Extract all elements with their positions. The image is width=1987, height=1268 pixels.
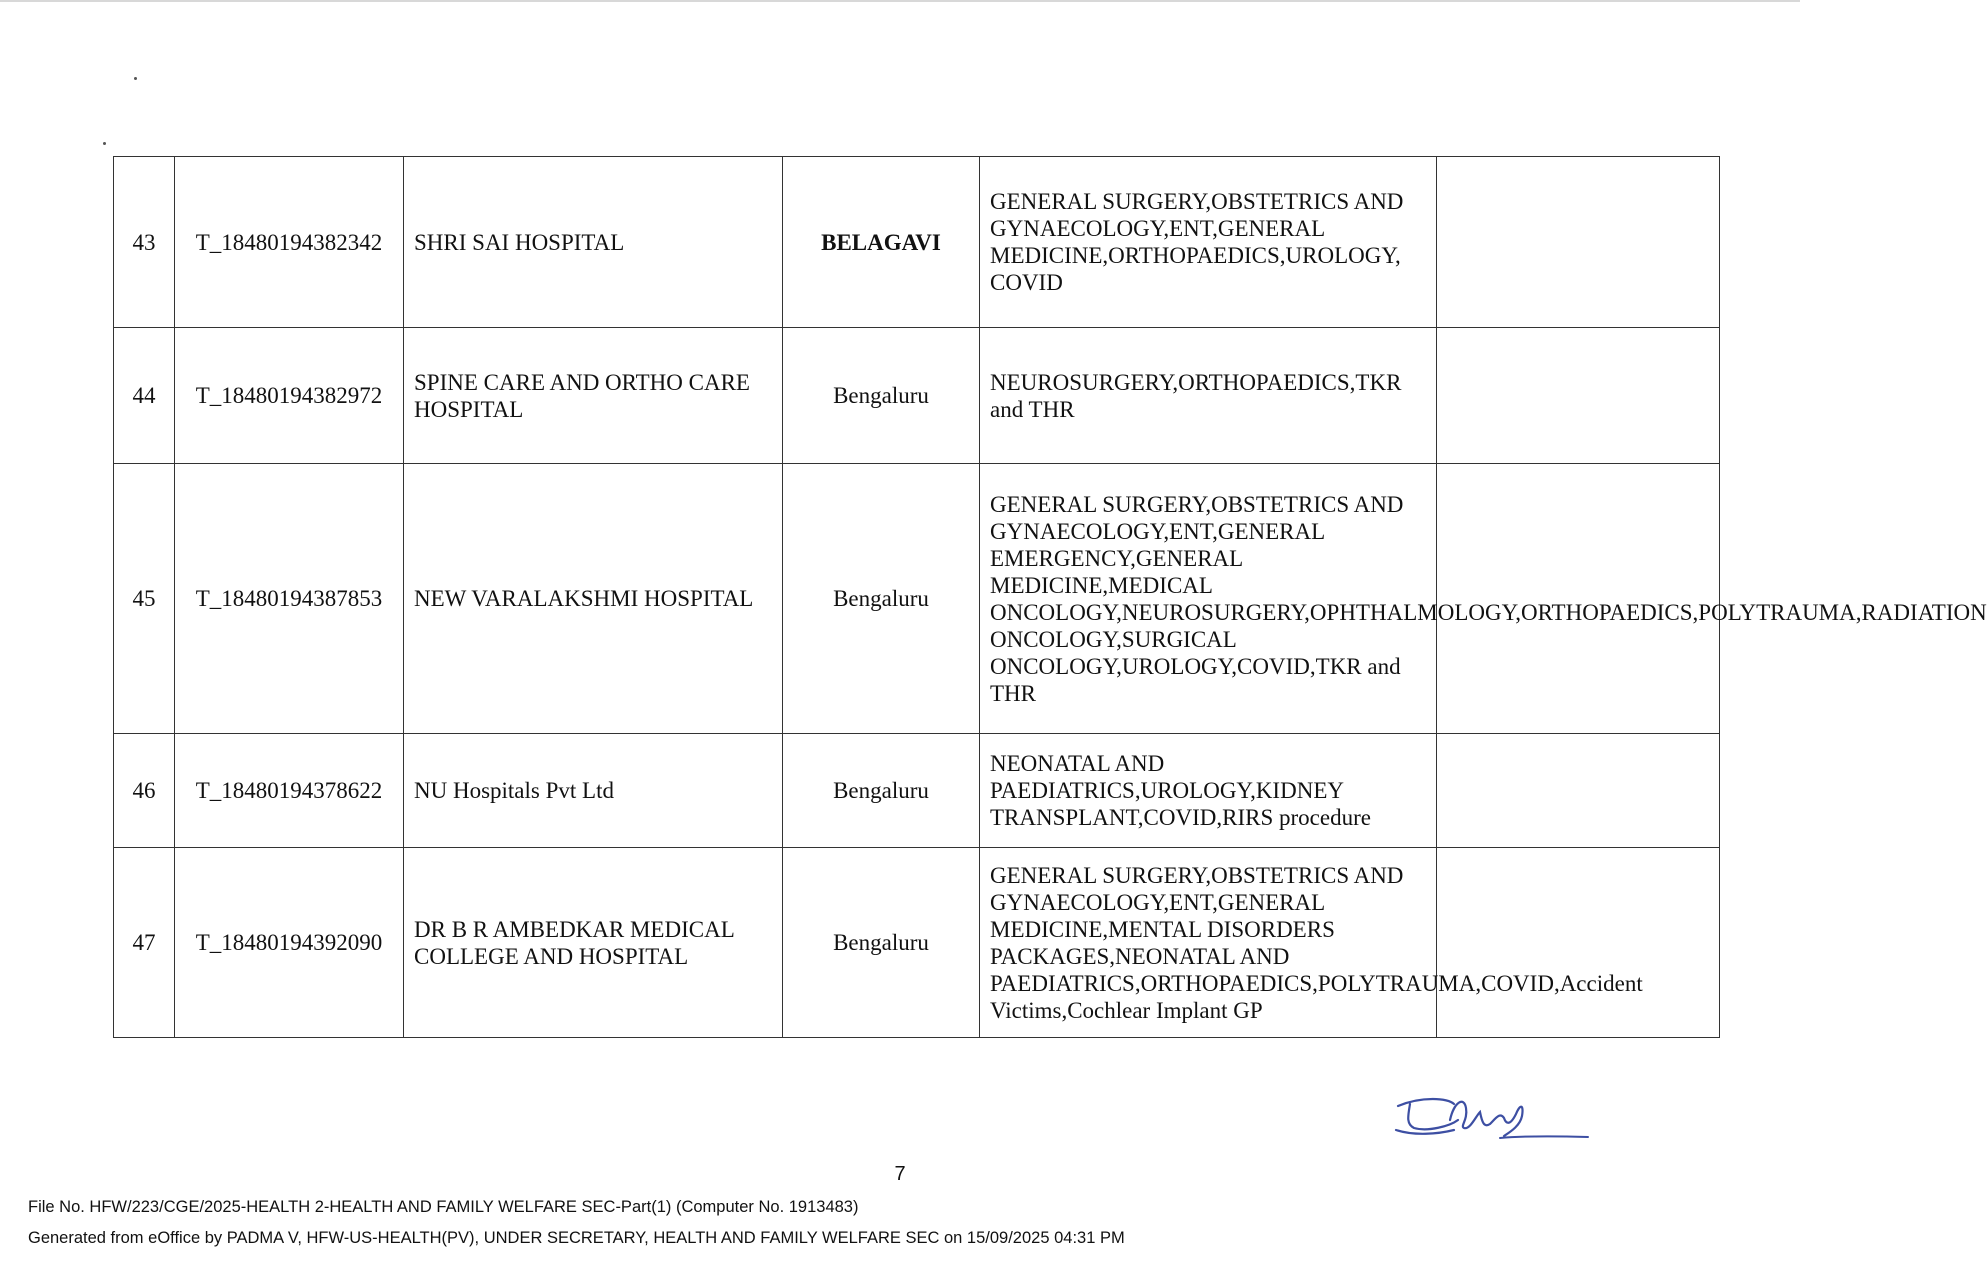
specialities-cell: GENERAL SURGERY,OBSTETRICS AND GYNAECOLOGY,ENT,GENERAL MEDICINE,MENTAL DISORDERS PACKAGES,NEONATAL AND PAEDIATRICS,ORTHOPAEDICS,POLYTRAUMA,COVID,Accident Victims,Cochlear Implant GP (980, 848, 1437, 1038)
serial-number-cell: 45 (114, 464, 175, 734)
handwritten-signature (1392, 1090, 1592, 1150)
hospital-id-cell: T_18480194392090 (175, 848, 404, 1038)
scan-speck (103, 142, 106, 145)
hospital-name-cell: NU Hospitals Pvt Ltd (404, 734, 783, 848)
specialities-cell: GENERAL SURGERY,OBSTETRICS AND GYNAECOLOGY,ENT,GENERAL MEDICINE,ORTHOPAEDICS,UROLOGY, COVID (980, 157, 1437, 328)
generated-footer: Generated from eOffice by PADMA V, HFW-US-HEALTH(PV), UNDER SECRETARY, HEALTH AND FAMILY WELFARE SEC on 15/09/2025 04:31 PM (28, 1229, 1125, 1247)
remarks-cell (1437, 328, 1720, 464)
district-cell: Bengaluru (783, 848, 980, 1038)
table-row (114, 328, 1720, 464)
specialities-cell: NEUROSURGERY,ORTHOPAEDICS,TKR and THR (980, 328, 1437, 464)
serial-number-cell: 43 (114, 157, 175, 328)
remarks-cell (1437, 848, 1720, 1038)
remarks-cell (1437, 157, 1720, 328)
hospital-name-cell: SHRI SAI HOSPITAL (404, 157, 783, 328)
district-cell: Bengaluru (783, 328, 980, 464)
serial-number-cell: 46 (114, 734, 175, 848)
table-row (114, 734, 1720, 848)
file-number-footer: File No. HFW/223/CGE/2025-HEALTH 2-HEALTH AND FAMILY WELFARE SEC-Part(1) (Computer No. 1913483) (28, 1198, 859, 1216)
hospital-id-cell: T_18480194382972 (175, 328, 404, 464)
hospital-name-cell: SPINE CARE AND ORTHO CARE HOSPITAL (404, 328, 783, 464)
serial-number-cell: 47 (114, 848, 175, 1038)
hospital-name-cell: DR B R AMBEDKAR MEDICAL COLLEGE AND HOSPITAL (404, 848, 783, 1038)
remarks-cell (1437, 734, 1720, 848)
hospital-name-cell: NEW VARALAKSHMI HOSPITAL (404, 464, 783, 734)
page-number: 7 (894, 1163, 906, 1185)
district-cell: BELAGAVI (783, 157, 980, 328)
hospital-id-cell: T_18480194382342 (175, 157, 404, 328)
district-cell: Bengaluru (783, 464, 980, 734)
scan-top-edge (0, 0, 1800, 2)
serial-number-cell: 44 (114, 328, 175, 464)
hospital-id-cell: T_18480194378622 (175, 734, 404, 848)
district-cell: Bengaluru (783, 734, 980, 848)
table-row (114, 464, 1720, 734)
table-row (114, 157, 1720, 328)
table-row (114, 848, 1720, 1038)
scan-speck (134, 77, 137, 80)
specialities-cell: NEONATAL AND PAEDIATRICS,UROLOGY,KIDNEY TRANSPLANT,COVID,RIRS procedure (980, 734, 1437, 848)
specialities-cell: GENERAL SURGERY,OBSTETRICS AND GYNAECOLOGY,ENT,GENERAL EMERGENCY,GENERAL MEDICINE,MEDICAL ONCOLOGY,NEUROSURGERY,OPHTHALMOLOGY,ORTHOPAEDICS,POLYTRAUMA,RADIATION ONCOLOGY,SURGICAL ONCOLOGY,UROLOGY,COVID,TKR and THR (980, 464, 1437, 734)
hospital-id-cell: T_18480194387853 (175, 464, 404, 734)
hospital-table (113, 156, 1987, 1038)
remarks-cell (1437, 464, 1720, 734)
